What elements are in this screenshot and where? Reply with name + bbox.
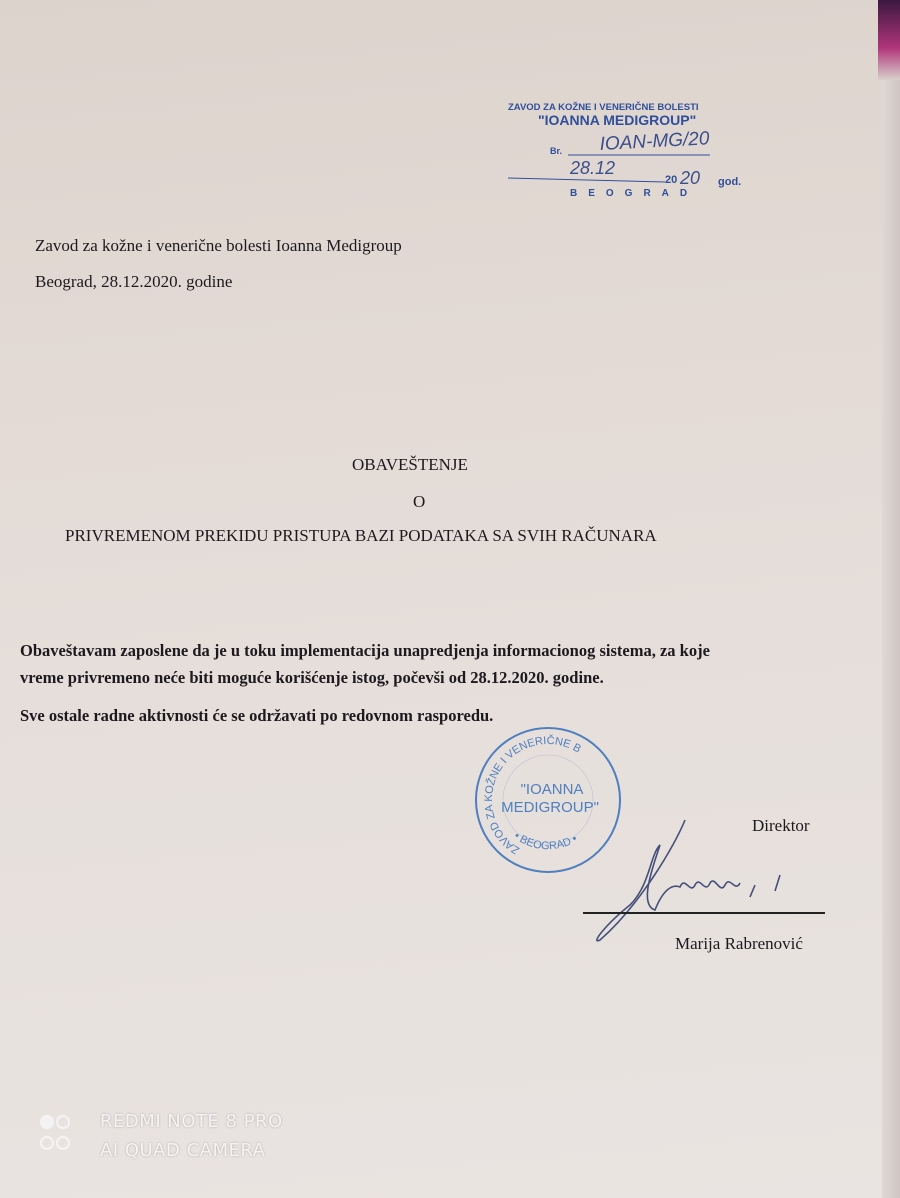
sender-place-date: Beograd, 28.12.2020. godine [35,272,233,291]
stamp-line2: "IOANNA MEDIGROUP" [538,112,697,128]
body-paragraph2: Sve ostale radne aktivnosti će se održavati po redovnom rasporedu. [20,706,494,725]
watermark-line2: AI QUAD CAMERA [100,1140,266,1161]
stamp-date-value: 28.12 [570,158,616,178]
paper-edge-shadow [882,0,900,1198]
stamp-god: god. [718,176,742,188]
background-fabric-corner [878,0,900,80]
round-stamp-ring-text: ZAVOD ZA KOŽNE I VENERIČNE BOLESTI [482,734,583,857]
round-stamp-center2: MEDIGROUP" [501,799,599,816]
watermark-line1: REDMI NOTE 8 PRO [100,1111,283,1132]
title-line1: OBAVEŠTENJE [352,455,468,474]
svg-text:• BEOGRAD • [512,830,580,852]
signature-name: Marija Rabrenović [675,934,803,953]
camera-lens-icon [38,1113,86,1161]
signature-line [583,912,825,914]
stamp-year-prefix: 20 [665,174,678,186]
title-line3: PRIVREMENOM PREKIDU PRISTUPA BAZI PODATAKA SA SVIH RAČUNARA [65,526,657,545]
round-stamp-center1: "IOANNA [520,781,584,798]
stamp-city: BEOGRAD [570,188,699,199]
stamp-line1: ZAVOD ZA KOŽNE I VENERIČNE BOLESTI [508,102,699,113]
stamp-year-suffix: 20 [680,168,701,188]
stamp-br-value: IOAN-MG/20 [599,128,710,155]
round-stamp-bottom: • BEOGRAD • [511,829,580,853]
registry-stamp [500,92,760,202]
body-paragraph1-line2: vreme privremeno neće biti moguće korišćenje istog, počevši od 28.12.2020. godine. [20,668,604,687]
stamp-br-label: Br. [550,146,563,156]
title-line2: O [413,492,426,511]
body-paragraph1-line1: Obaveštavam zaposlene da je u toku implementacija unapredjenja informacionog sistema, za koje [20,641,710,660]
handwritten-signature [580,815,840,945]
signature-role: Direktor [752,816,810,835]
sender-organization: Zavod za kožne i venerične bolesti Ioanna Medigroup [35,236,402,255]
